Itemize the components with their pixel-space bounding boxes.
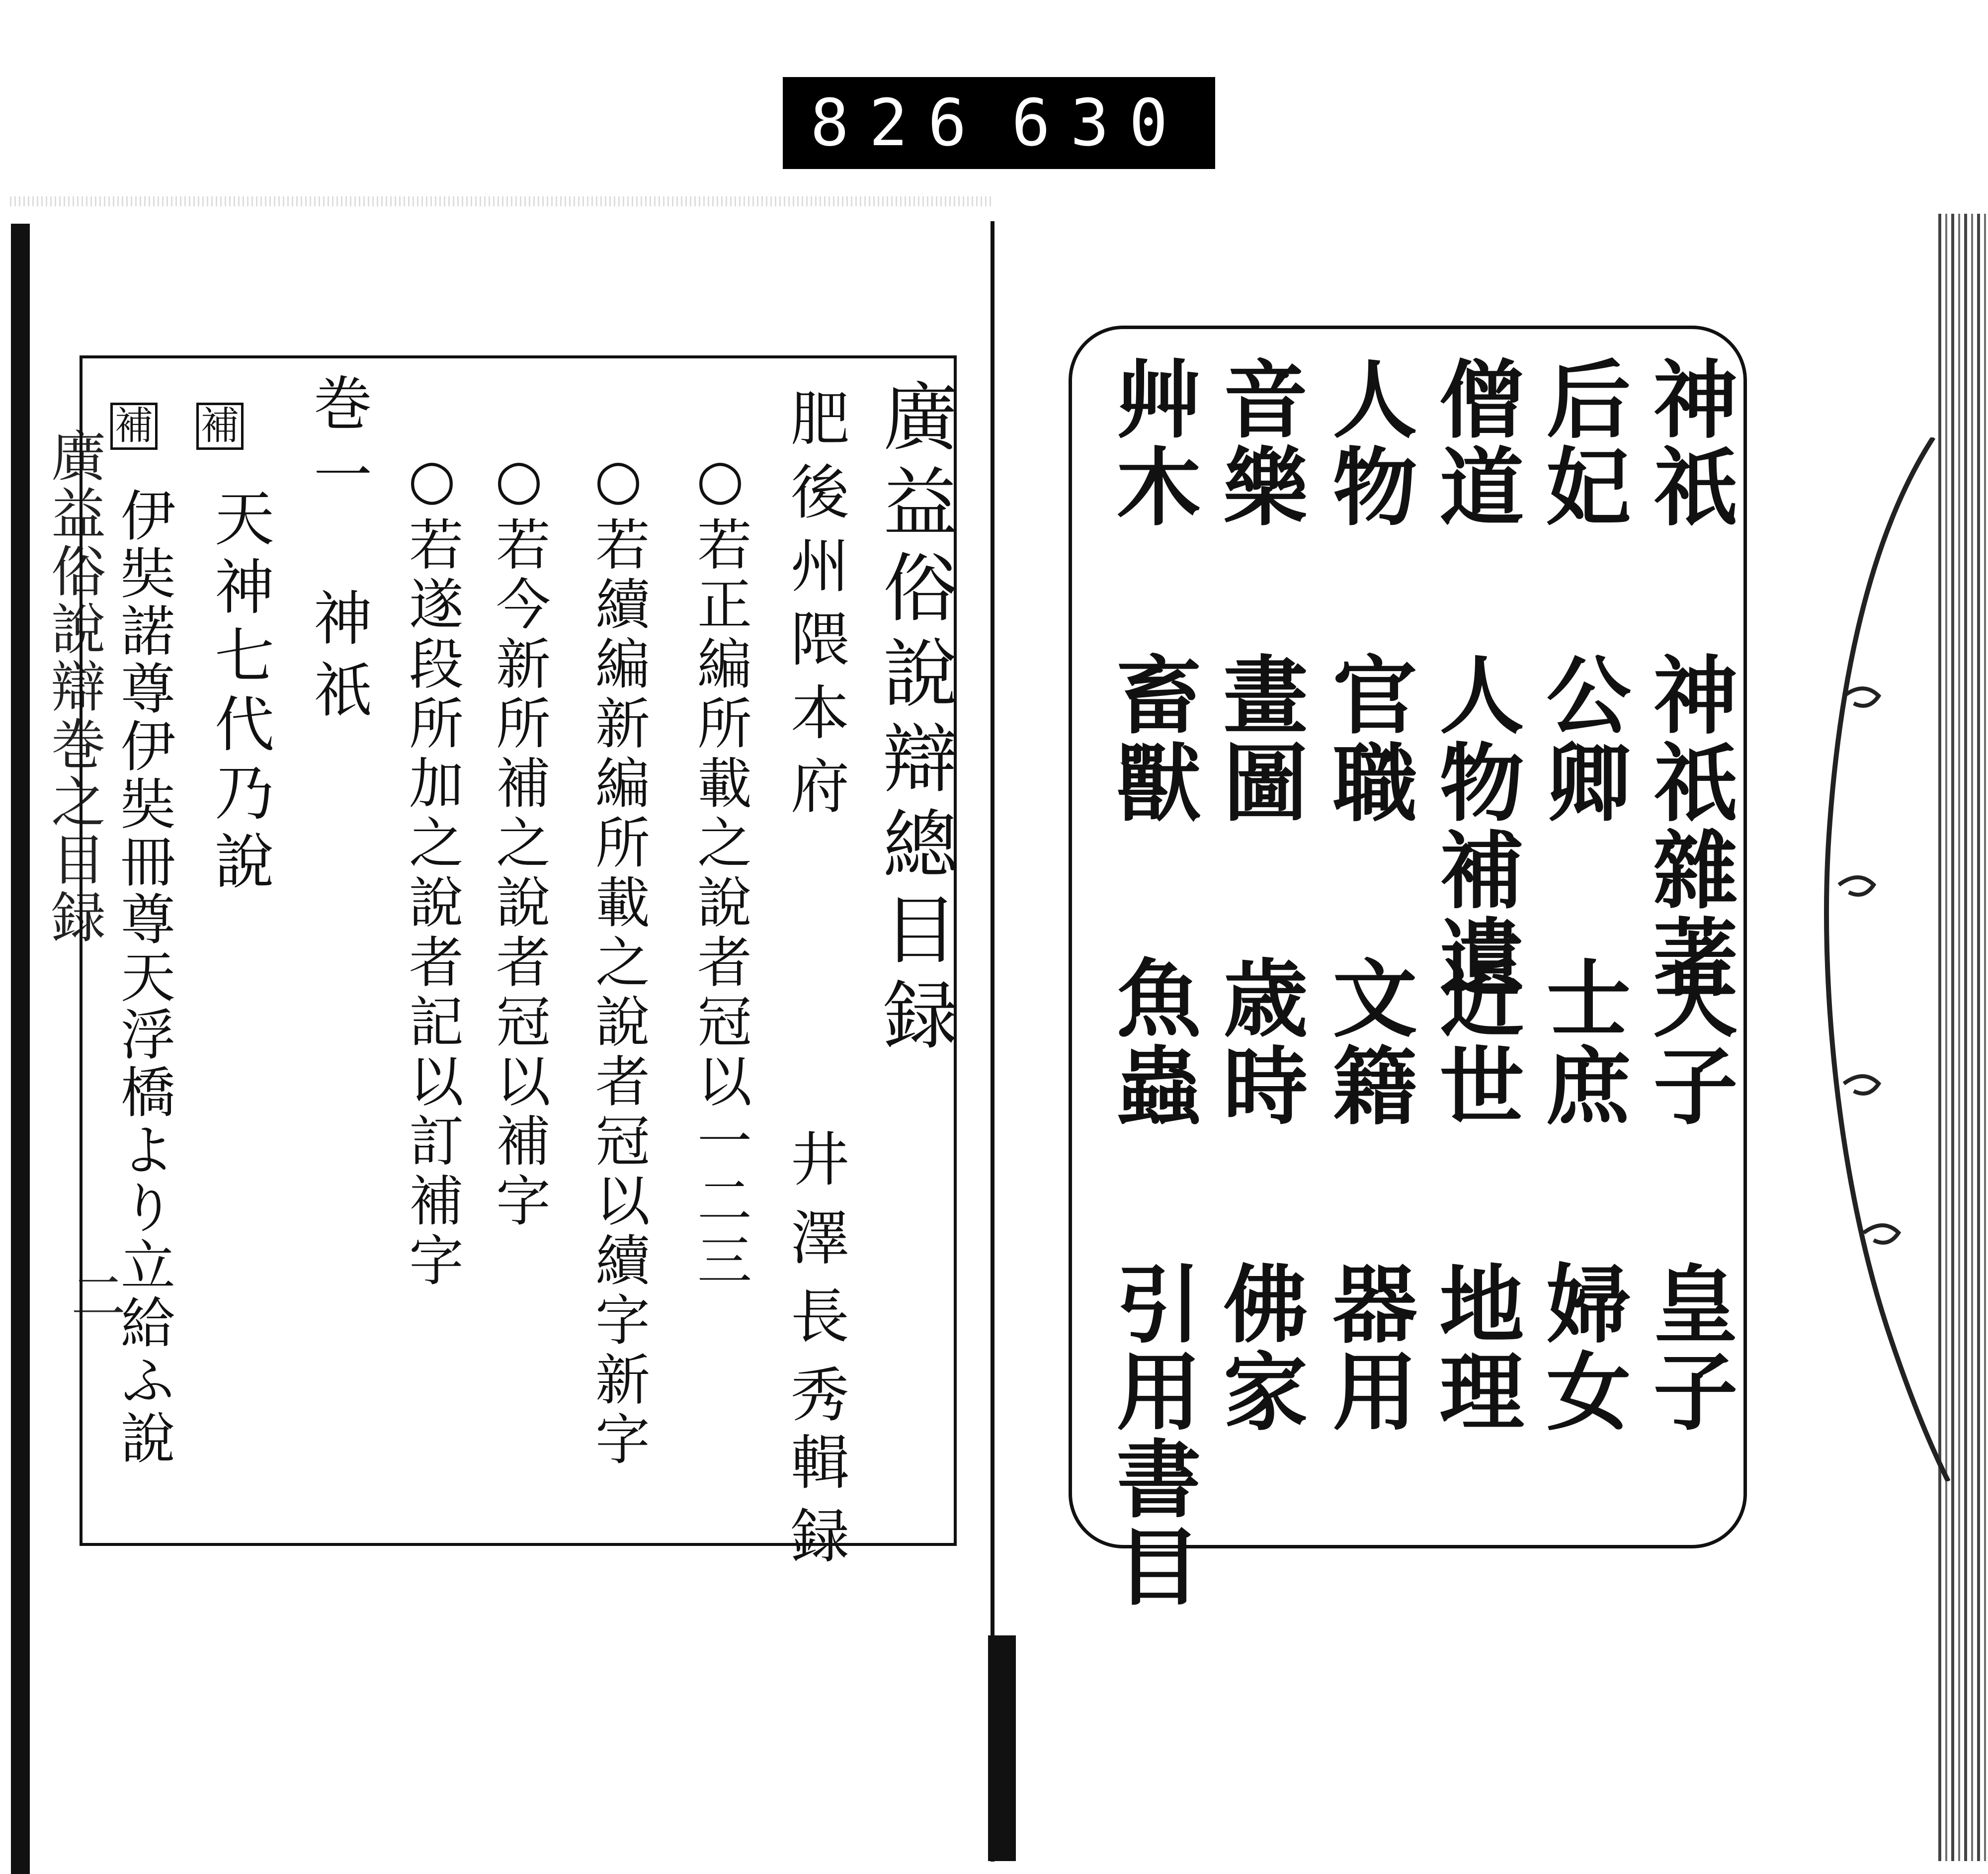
category-item: 人物 (1318, 355, 1417, 530)
category-item: 畜獸 (1102, 651, 1201, 826)
category-item: 皇子 (1639, 1260, 1738, 1435)
spine-page-number: 二 (62, 1268, 126, 1322)
toc-entry: 天神七代乃說 (205, 487, 274, 899)
center-gutter-shadow (988, 1635, 1016, 1861)
category-item: 士庶 (1532, 954, 1631, 1129)
scroll-ornament-icon (1809, 437, 1958, 1481)
category-item: 艸木 (1102, 355, 1201, 530)
category-item: 引用書目 (1102, 1260, 1201, 1610)
category-item: 后妃 (1532, 355, 1631, 530)
category-item: 文籍 (1318, 954, 1417, 1129)
category-item: 神祇雜著 (1639, 651, 1738, 1001)
category-item: 僧道 (1425, 355, 1524, 530)
category-item: 婦女 (1532, 1260, 1631, 1435)
category-item: 近世 (1425, 954, 1524, 1129)
supplement-tag: 補 (196, 403, 244, 450)
category-item: 官職 (1318, 651, 1417, 826)
editorial-note: ○若遂段所加之說者記以訂補字 (400, 447, 464, 1291)
category-item: 神祇 (1639, 355, 1738, 530)
left-binding-edge (11, 224, 30, 1874)
page-top-edge (10, 196, 994, 206)
author-role: 輯録 (781, 1432, 849, 1579)
editorial-note: ○若續編新編所載之說者冠以續字新字 (586, 447, 650, 1470)
toc-entry: 伊奘諾尊伊奘冊尊天浮橋より立給ふ說 (112, 487, 175, 1467)
category-item: 器用 (1318, 1260, 1417, 1435)
volume-heading: 巻一 神祇 (304, 373, 372, 731)
supplement-tag: 補 (110, 403, 158, 450)
document-title: 廣益俗說辯總目録 (870, 378, 957, 1062)
editorial-note: ○若今新所補之說者冠以補字 (487, 447, 551, 1232)
scan-number-right: 630 (1011, 85, 1188, 161)
category-item: 佛家 (1209, 1260, 1308, 1435)
scan-number-label (783, 77, 1215, 169)
author-name: 井澤長秀 (781, 1128, 849, 1443)
author-place: 肥後州隈本府 (781, 388, 849, 829)
category-item: 歳時 (1209, 954, 1308, 1129)
category-item: 公卿 (1532, 651, 1631, 826)
category-item: 天子 (1639, 954, 1738, 1129)
scan-number-left: 826 (810, 85, 987, 161)
spine-title: 廣益俗說辯巻之目録 (42, 427, 106, 946)
category-item: 人物補遺 (1425, 651, 1524, 1001)
category-item: 音樂 (1209, 355, 1308, 530)
center-gutter-line (991, 221, 994, 1862)
category-item: 地理 (1425, 1260, 1524, 1435)
editorial-note: ○若正編所載之說者冠以一二三 (688, 447, 752, 1291)
category-item: 魚蟲 (1102, 954, 1201, 1129)
category-item: 畫圖 (1209, 651, 1308, 826)
